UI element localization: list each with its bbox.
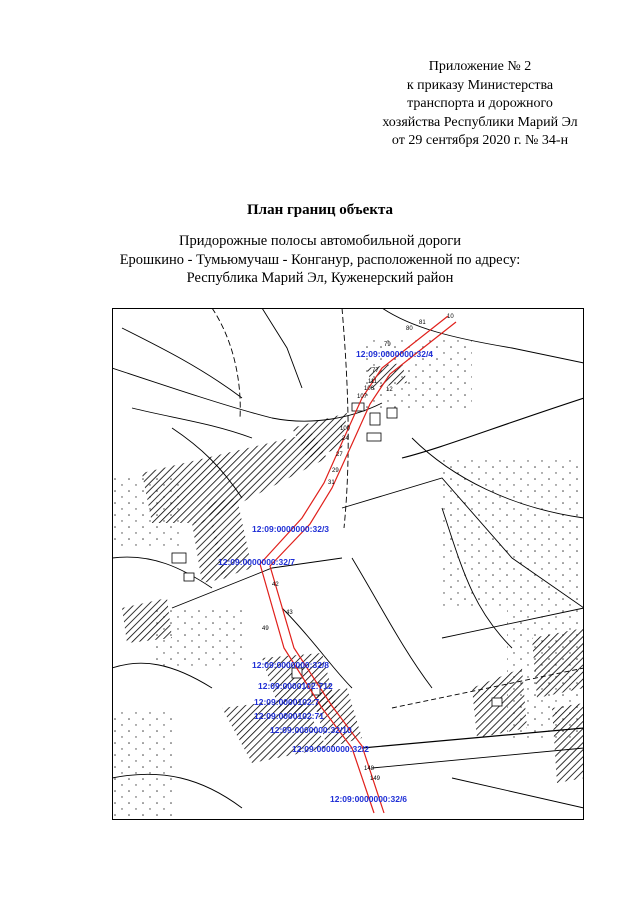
parcel-label: 12:09:0000102:71 bbox=[254, 711, 324, 721]
appendix-header bbox=[330, 58, 630, 151]
parcel-label: 12:09:0000000:32/10 bbox=[270, 725, 352, 735]
svg-text:49: 49 bbox=[262, 626, 269, 632]
svg-text:149: 149 bbox=[370, 776, 381, 782]
svg-text:29: 29 bbox=[332, 468, 339, 474]
description-line: Республика Марий Эл, Куженерский район bbox=[186, 270, 454, 286]
parcel-label: 12:09:0000000:32/4 bbox=[356, 349, 434, 359]
appendix-line: Приложение № 2 bbox=[428, 59, 532, 74]
appendix-line: транспорта и дорожного bbox=[407, 96, 553, 111]
svg-text:107: 107 bbox=[357, 394, 368, 400]
svg-text:77: 77 bbox=[372, 368, 379, 374]
svg-text:12: 12 bbox=[386, 387, 393, 393]
map-drawing bbox=[112, 308, 584, 820]
svg-text:111: 111 bbox=[368, 379, 378, 385]
svg-text:100: 100 bbox=[340, 426, 351, 432]
svg-text:79: 79 bbox=[384, 342, 391, 348]
appendix-line: хозяйства Республики Марий Эл bbox=[382, 114, 578, 130]
svg-text:42: 42 bbox=[272, 582, 279, 588]
object-description bbox=[0, 232, 640, 288]
svg-text:43: 43 bbox=[286, 610, 293, 616]
parcel-label: 12:09:0000000:32/2 bbox=[292, 744, 370, 754]
svg-text:24: 24 bbox=[342, 436, 349, 442]
parcel-label: 12:09:0000102:7 bbox=[254, 697, 320, 707]
description-line: Ерошкино - Тумьюмучаш - Конганур, расположенной по адресу: bbox=[119, 251, 521, 268]
description-line: Придорожные полосы автомобильной дороги bbox=[179, 233, 461, 249]
parcel-label: 12:09:0000000:32/7 bbox=[218, 557, 296, 567]
parcel-label: 12:09:0000000:32/6 bbox=[330, 794, 408, 804]
svg-text:106: 106 bbox=[364, 386, 375, 392]
parcel-label: 12:09:0000102:712 bbox=[258, 681, 333, 691]
page-title: План границ объекта bbox=[246, 202, 394, 218]
svg-text:81: 81 bbox=[419, 320, 426, 326]
appendix-line: от 29 сентября 2020 г. № 34-н bbox=[391, 133, 569, 148]
svg-text:27: 27 bbox=[336, 452, 343, 458]
svg-text:10: 10 bbox=[447, 314, 454, 320]
svg-text:148: 148 bbox=[364, 766, 375, 772]
boundary-plan-map bbox=[112, 308, 584, 820]
svg-text:80: 80 bbox=[406, 326, 413, 332]
svg-text:31: 31 bbox=[328, 480, 335, 486]
parcel-label: 12:09:0000000:32/3 bbox=[252, 524, 330, 534]
appendix-line: к приказу Министерства bbox=[406, 77, 554, 93]
parcel-label: 12:09:0000000:32/8 bbox=[252, 660, 330, 670]
